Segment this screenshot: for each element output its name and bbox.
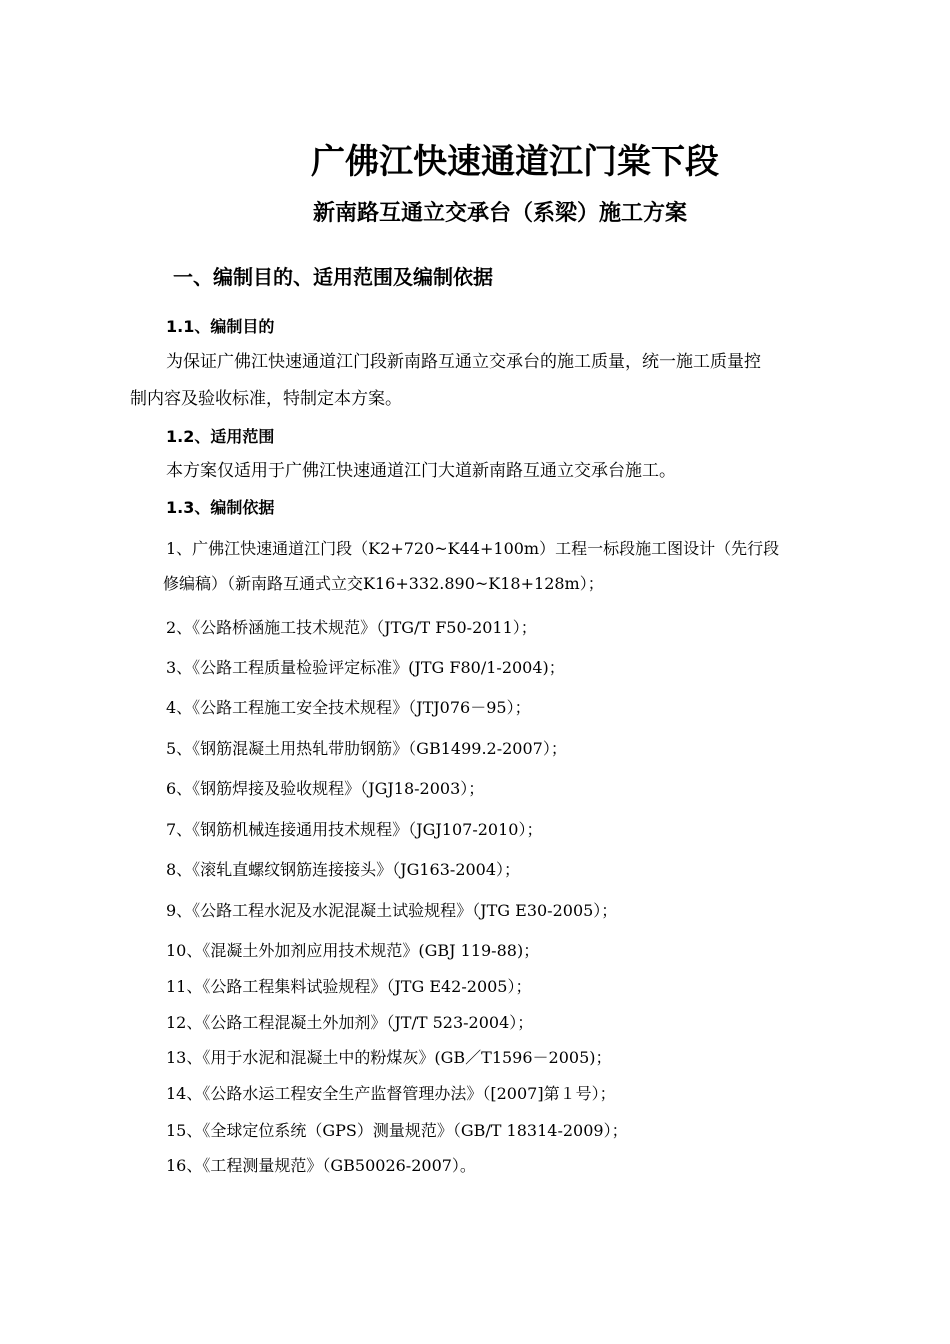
reference-item-13: 13、《用于水泥和混凝土中的粉煤灰》(GB／T1596－2005)； [166, 1048, 612, 1067]
reference-item-7: 7、《钢筋机械连接通用技术规程》（JGJ107-2010）； [166, 820, 543, 839]
document-subtitle: 新南路互通立交承台（系梁）施工方案 [312, 200, 687, 226]
reference-item-2: 2、《公路桥涵施工技术规范》（JTG/T F50-2011）； [166, 618, 537, 637]
reference-item-16: 16、《工程测量规范》（GB50026-2007）。 [166, 1156, 476, 1175]
reference-item-3: 3、《公路工程质量检验评定标准》(JTG F80/1-2004)； [166, 658, 565, 677]
paragraph-1-1-line2: 制内容及验收标准，特制定本方案。 [130, 389, 402, 409]
paragraph-1-2-line1: 本方案仅适用于广佛江快速通道江门大道新南路互通立交承台施工。 [166, 461, 676, 481]
subsection-heading-1-1: 1.1、编制目的 [166, 317, 275, 336]
reference-item-1-line2: 修编稿）（新南路互通式立交K16+332.890~K18+128m）； [163, 574, 604, 593]
reference-item-1-line1: 1、广佛江快速通道江门段（K2+720~K44+100m）工程一标段施工图设计（先行段 [166, 539, 780, 558]
section-heading-1: 一、编制目的、适用范围及编制依据 [173, 265, 493, 289]
reference-item-11: 11、《公路工程集料试验规程》（JTG E42-2005）； [166, 977, 532, 996]
reference-item-6: 6、《钢筋焊接及验收规程》（JGJ18-2003）； [166, 779, 485, 798]
reference-item-14: 14、《公路水运工程安全生产监督管理办法》（[2007]第１号）； [166, 1084, 616, 1103]
reference-item-15: 15、《全球定位系统（GPS）测量规范》（GB/T 18314-2009）； [166, 1121, 628, 1140]
subsection-heading-1-3: 1.3、编制依据 [166, 498, 275, 517]
reference-item-8: 8、《滚轧直螺纹钢筋连接接头》（JG163-2004）； [166, 860, 521, 879]
document-title: 广佛江快速通道江门棠下段 [311, 142, 719, 182]
reference-item-10: 10、《混凝土外加剂应用技术规范》(GBJ 119-88)； [166, 941, 540, 960]
reference-item-9: 9、《公路工程水泥及水泥混凝土试验规程》（JTG E30-2005）； [166, 901, 618, 920]
reference-item-5: 5、《钢筋混凝土用热轧带肋钢筋》（GB1499.2-2007）； [166, 739, 567, 758]
subsection-heading-1-2: 1.2、适用范围 [166, 427, 275, 446]
paragraph-1-1-line1: 为保证广佛江快速通道江门段新南路互通立交承台的施工质量，统一施工质量控 [166, 352, 761, 372]
reference-item-4: 4、《公路工程施工安全技术规程》（JTJ076－95）； [166, 698, 531, 717]
reference-item-12: 12、《公路工程混凝土外加剂》（JT/T 523-2004）； [166, 1013, 534, 1032]
